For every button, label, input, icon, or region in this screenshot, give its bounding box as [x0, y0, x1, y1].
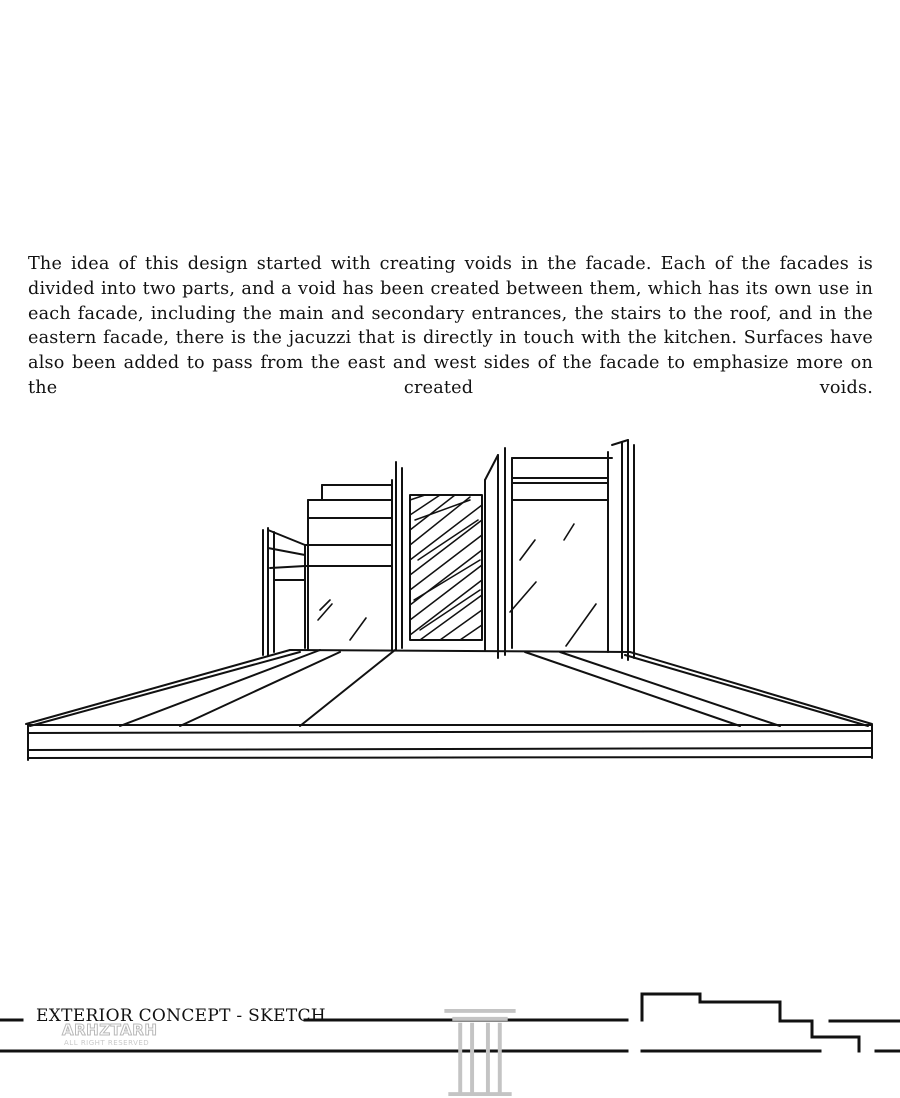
right-block — [485, 440, 634, 660]
base-platform — [26, 650, 872, 760]
design-description: The idea of this design started with creating voids in the facade. Each of the facades is divided into two parts, and a void has been created between them, which has its own use in each facade, including the main and secondary entrances, the stairs to the roof, and in the eastern facade, there is the jacuzzi that is directly in touch with the kitchen. Surfaces have also been added to pass from the east and west sides of the facade to emphasize more on the created voids. — [28, 254, 873, 398]
logo-text: ARHZTARH — [62, 1021, 158, 1039]
footer-title: EXTERIOR CONCEPT - SKETCH — [36, 1006, 326, 1026]
central-void — [410, 495, 482, 640]
left-block — [263, 462, 402, 656]
page-footer — [0, 985, 900, 1080]
exterior-sketch — [0, 430, 900, 770]
logo-subtext: ALL RIGHT RESERVED — [64, 1039, 150, 1047]
